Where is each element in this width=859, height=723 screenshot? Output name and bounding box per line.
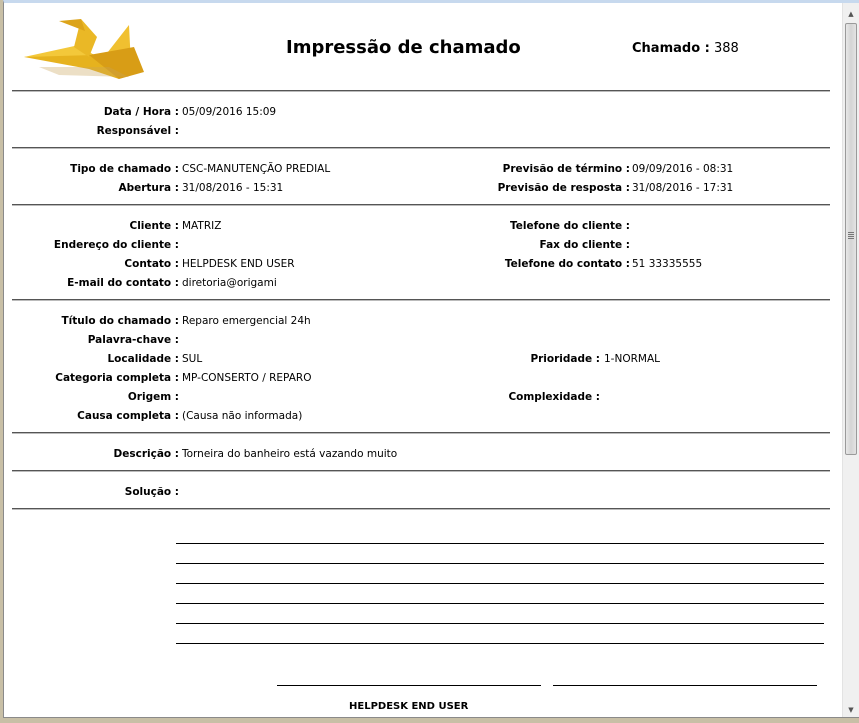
ticket-number: [632, 41, 739, 56]
signature-line-left: [277, 685, 541, 686]
divider: [12, 204, 830, 206]
field-prioridade: Prioridade : 1-NORMAL: [530, 353, 660, 365]
divider: [12, 299, 830, 301]
field-fax-cliente: Fax do cliente :: [539, 239, 630, 251]
field-origem: Origem :: [127, 391, 179, 403]
divider: [12, 470, 830, 472]
writing-line: [176, 623, 824, 624]
origami-logo-icon: [19, 17, 149, 79]
field-previsao-resposta: Previsão de resposta : 31/08/2016 - 17:31: [497, 182, 734, 194]
signature-name: HELPDESK END USER: [349, 701, 469, 712]
ticket-value: 388: [714, 41, 739, 56]
field-data-hora: Data / Hora : 05/09/2016 15:09: [103, 106, 277, 118]
field-email-contato: E-mail do contato : diretoria@origami: [67, 277, 277, 289]
ticket-label: Chamado :: [632, 41, 710, 56]
field-cliente: Cliente : MATRIZ: [129, 220, 222, 232]
signature-line-right: [553, 685, 817, 686]
field-localidade: Localidade : SUL: [107, 353, 203, 365]
divider: [12, 508, 830, 510]
grip-icon: [848, 232, 854, 240]
divider: [12, 432, 830, 434]
field-responsavel: Responsável :: [96, 125, 179, 137]
field-causa-completa: Causa completa : (Causa não informada): [77, 410, 303, 422]
field-tipo-chamado: Tipo de chamado : CSC-MANUTENÇÃO PREDIAL: [70, 163, 331, 175]
divider: [12, 147, 830, 149]
field-titulo-chamado: Título do chamado : Reparo emergencial 24h: [61, 315, 311, 327]
scrollbar-thumb[interactable]: [845, 23, 857, 455]
field-contato: Contato : HELPDESK END USER: [124, 258, 295, 270]
ticket-print-page: [4, 3, 840, 718]
field-categoria-completa: Categoria completa : MP-CONSERTO / REPARO: [55, 372, 312, 384]
writing-line: [176, 643, 824, 644]
scroll-down-arrow-icon[interactable]: ▼: [848, 706, 854, 714]
field-previsao-termino: Previsão de término : 09/09/2016 - 08:31: [502, 163, 734, 175]
vertical-scrollbar[interactable]: [842, 3, 859, 718]
writing-line: [176, 583, 824, 584]
field-complexidade: Complexidade :: [508, 391, 600, 403]
field-palavra-chave: Palavra-chave :: [87, 334, 179, 346]
writing-line: [176, 603, 824, 604]
page-title: Impressão de chamado: [286, 37, 521, 58]
field-telefone-contato: Telefone do contato : 51 33335555: [504, 258, 703, 270]
field-abertura: Abertura : 31/08/2016 - 15:31: [118, 182, 284, 194]
field-endereco-cliente: Endereço do cliente :: [53, 239, 179, 251]
field-descricao: Descrição : Torneira do banheiro está vazando muito: [113, 448, 398, 460]
scroll-up-arrow-icon[interactable]: ▲: [848, 10, 854, 18]
field-solucao: Solução :: [124, 486, 179, 498]
divider: [12, 90, 830, 92]
writing-line: [176, 563, 824, 564]
field-telefone-cliente: Telefone do cliente :: [509, 220, 630, 232]
print-window: [3, 0, 859, 718]
writing-line: [176, 543, 824, 544]
